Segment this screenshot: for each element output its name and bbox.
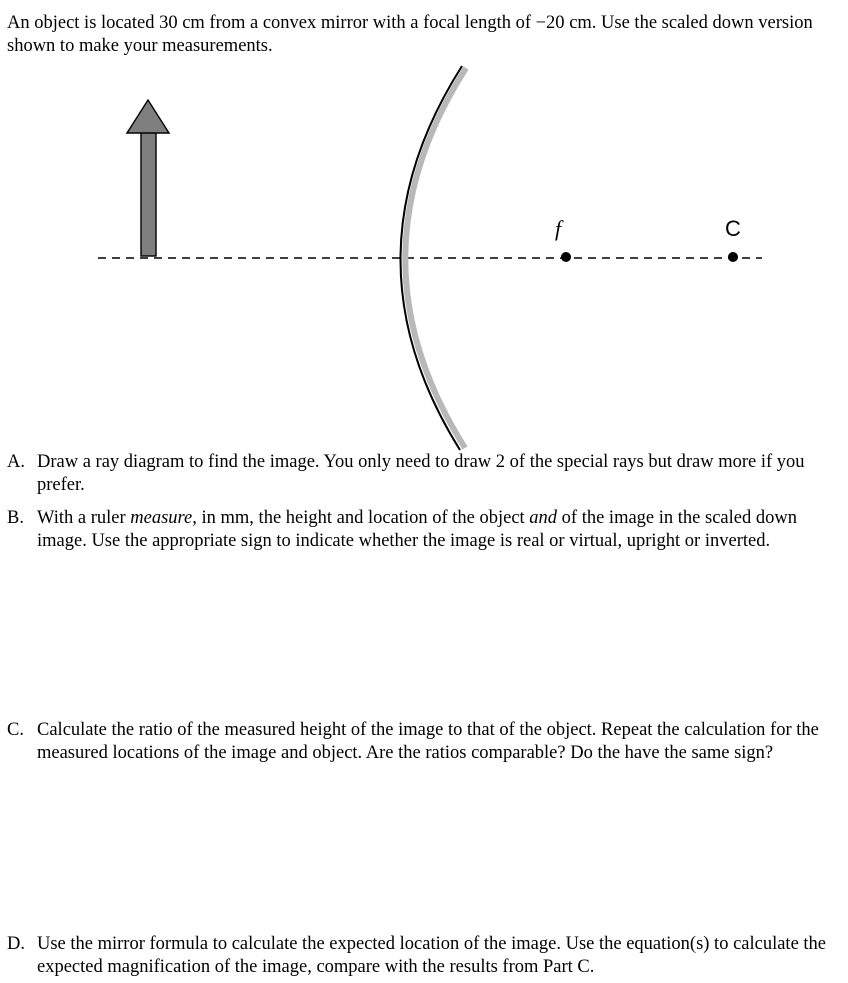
question-b-emphasis-measure: measure, [130, 508, 197, 528]
question-d-letter: D. [7, 934, 25, 954]
question-c-text: Calculate the ratio of the measured height of the image to that of the object. Repeat the calculation for the measured locations of the image and object. Are the ratios comparable? Do the have the same sign? [37, 720, 819, 763]
center-label: C [725, 216, 741, 241]
question-a-text: Draw a ray diagram to find the image. You only need to draw 2 of the special rays but draw more if you prefer. [37, 452, 805, 495]
question-a-letter: A. [7, 452, 25, 472]
question-b-emphasis-and: and [529, 508, 558, 528]
question-c [7, 719, 842, 765]
focal-label: f [555, 216, 562, 241]
question-d [7, 933, 842, 979]
mirror-diagram [0, 60, 848, 455]
intro-text-1: An object is located 30 cm from a convex mirror with a focal length of [7, 13, 536, 33]
question-b [7, 507, 842, 553]
focal-length-value: −20 [535, 13, 565, 33]
problem-statement [7, 12, 837, 58]
question-a [7, 451, 842, 497]
object-arrow [127, 100, 169, 256]
focal-point [561, 252, 571, 262]
question-b-text-part: With a ruler [37, 508, 131, 528]
question-c-letter: C. [7, 720, 24, 740]
question-b-text [37, 507, 842, 553]
question-d-text: Use the mirror formula to calculate the expected location of the image. Use the equation(s) to calculate the expected magnification of the image, compare with the results from Part C. [37, 934, 827, 977]
intro-text-2: cm. Use the scaled down version shown to make your measurements. [7, 13, 813, 56]
center-point [728, 252, 738, 262]
question-b-letter: B. [7, 508, 24, 528]
question-b-text-part: of the image in the scaled down image. Use the appropriate sign to indicate whether the image is real or virtual, upright or inverted. [37, 508, 797, 551]
question-b-text-part: in mm, the height and location of the object [196, 508, 530, 528]
